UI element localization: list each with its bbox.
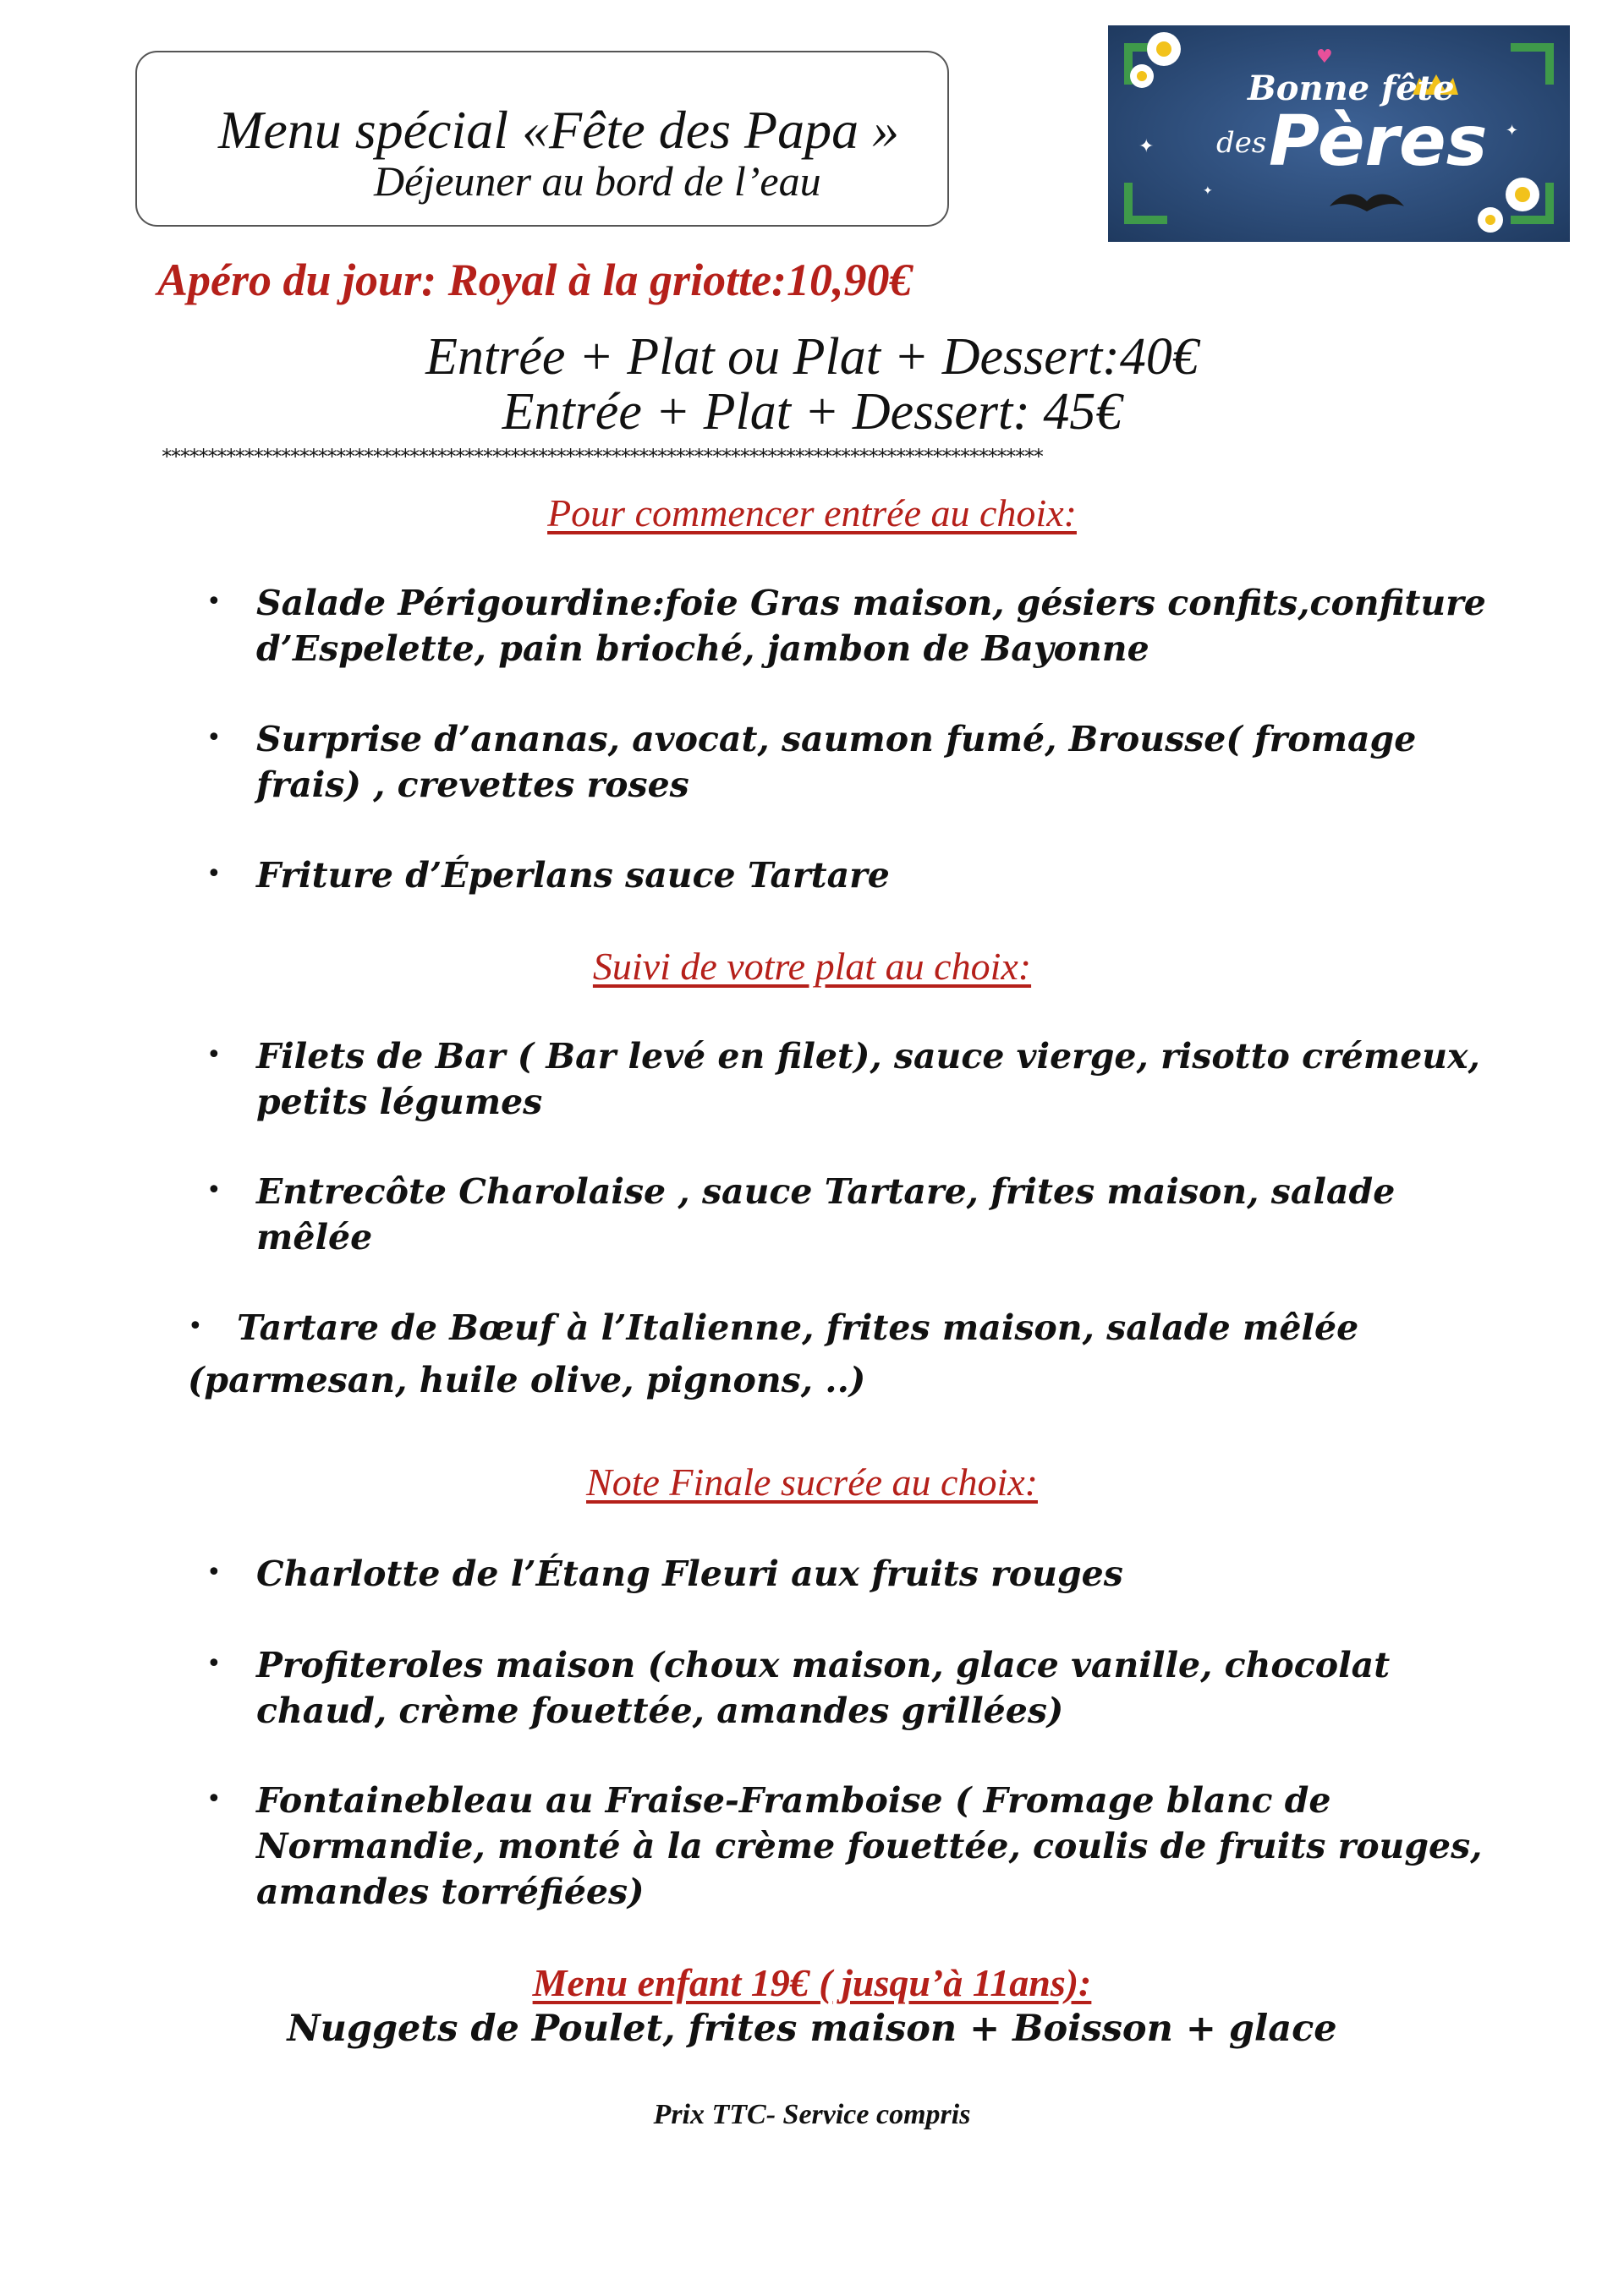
- item-line: Normandie, monté à la crème fouettée, coulis de fruits rouges,: [256, 1826, 1483, 1866]
- item-line: Friture d’Éperlans sauce Tartare: [256, 855, 890, 896]
- price-footnote: Prix TTC- Service compris: [653, 2099, 971, 2130]
- menu-subtitle: Déjeuner au bord de l’eau: [374, 157, 821, 205]
- section-title-starters: Pour commencer entrée au choix:: [547, 491, 1077, 534]
- formula-two-courses: Entrée + Plat ou Plat + Dessert:40€: [425, 328, 1199, 386]
- apero-du-jour: Apéro du jour: Royal à la griotte:10,90€: [157, 255, 913, 305]
- daisy-icon: [1478, 207, 1503, 233]
- starter-item: [256, 580, 1486, 671]
- dessert-item: [256, 1642, 1390, 1734]
- badge-art: [1108, 25, 1570, 242]
- dessert-item: [256, 1778, 1482, 1915]
- item-line: Charlotte de l’Étang Fleuri aux fruits rouges: [256, 1553, 1123, 1594]
- bullet-icon: •: [206, 587, 222, 616]
- item-line: Entrecôte Charolaise , sauce Tartare, frites maison, salade: [256, 1171, 1396, 1212]
- badge-text-line3: Pères: [1269, 101, 1488, 182]
- item-line: chaud, crème fouettée, amandes grillées): [256, 1690, 1064, 1731]
- item-line: Fontainebleau au Fraise-Framboise ( Fromage blanc de: [256, 1780, 1331, 1821]
- item-line: Salade Périgourdine:foie Gras maison, gésiers confits,confiture: [256, 583, 1486, 623]
- item-line: Tartare de Bœuf à l’Italienne, frites maison, salade mêlée: [237, 1307, 1359, 1348]
- bullet-icon: •: [206, 1649, 222, 1679]
- item-line: amandes torréfiées): [256, 1871, 645, 1912]
- bullet-icon: •: [206, 859, 222, 889]
- item-line: d’Espelette, pain brioché, jambon de Bayonne: [256, 628, 1149, 669]
- item-line: (parmesan, huile olive, pignons, ..): [188, 1360, 866, 1400]
- fete-des-peres-badge: [1108, 25, 1570, 242]
- main-item: [256, 1169, 1395, 1260]
- item-line: Profiteroles maison (choux maison, glace vanille, chocolat: [256, 1645, 1391, 1685]
- item-line: frais) , crevettes roses: [256, 764, 689, 805]
- menu-title: Menu spécial «Fête des Papa »: [218, 100, 900, 160]
- dessert-item: [256, 1551, 1123, 1597]
- bullet-icon: •: [206, 1175, 222, 1205]
- main-item: [256, 1033, 1480, 1125]
- menu-header-box: [135, 51, 949, 227]
- daisy-icon: [1506, 178, 1539, 211]
- bullet-icon: •: [188, 1312, 203, 1341]
- main-item: [237, 1305, 1358, 1351]
- item-line: mêlée: [256, 1217, 373, 1258]
- section-title-mains: Suivi de votre plat au choix:: [592, 945, 1032, 988]
- sparkle-icon: ✦: [1138, 136, 1155, 157]
- bullet-icon: •: [206, 723, 222, 753]
- formula-three-courses: Entrée + Plat + Dessert: 45€: [502, 383, 1122, 441]
- bullet-icon: •: [206, 1558, 222, 1587]
- bullet-icon: •: [206, 1040, 222, 1070]
- main-item-continued: [188, 1357, 865, 1403]
- kids-menu-content: Nuggets de Poulet, frites maison + Boisson + glace: [287, 2008, 1337, 2050]
- kids-menu-title: Menu enfant 19€ ( jusqu’à 11ans):: [532, 1961, 1092, 2004]
- daisy-icon: [1130, 64, 1154, 88]
- starter-item: [256, 852, 890, 898]
- item-line: petits légumes: [256, 1082, 543, 1122]
- badge-text-line2: des: [1216, 126, 1267, 160]
- separator-line: ************************************************************************************************: [161, 445, 1042, 469]
- sparkle-icon: ✦: [1203, 184, 1213, 198]
- item-line: Filets de Bar ( Bar levé en filet), sauce vierge, risotto crémeux,: [256, 1036, 1480, 1077]
- daisy-icon: [1147, 32, 1181, 66]
- sparkle-icon: ✦: [1506, 122, 1519, 140]
- heart-icon: ♥: [1316, 47, 1333, 68]
- item-line: Surprise d’ananas, avocat, saumon fumé, Brousse( fromage: [256, 719, 1417, 759]
- starter-item: [256, 716, 1416, 808]
- bullet-icon: •: [206, 1784, 222, 1814]
- badge-text-line1: Bonne fête: [1248, 68, 1455, 108]
- section-title-desserts: Note Finale sucrée au choix:: [586, 1460, 1038, 1504]
